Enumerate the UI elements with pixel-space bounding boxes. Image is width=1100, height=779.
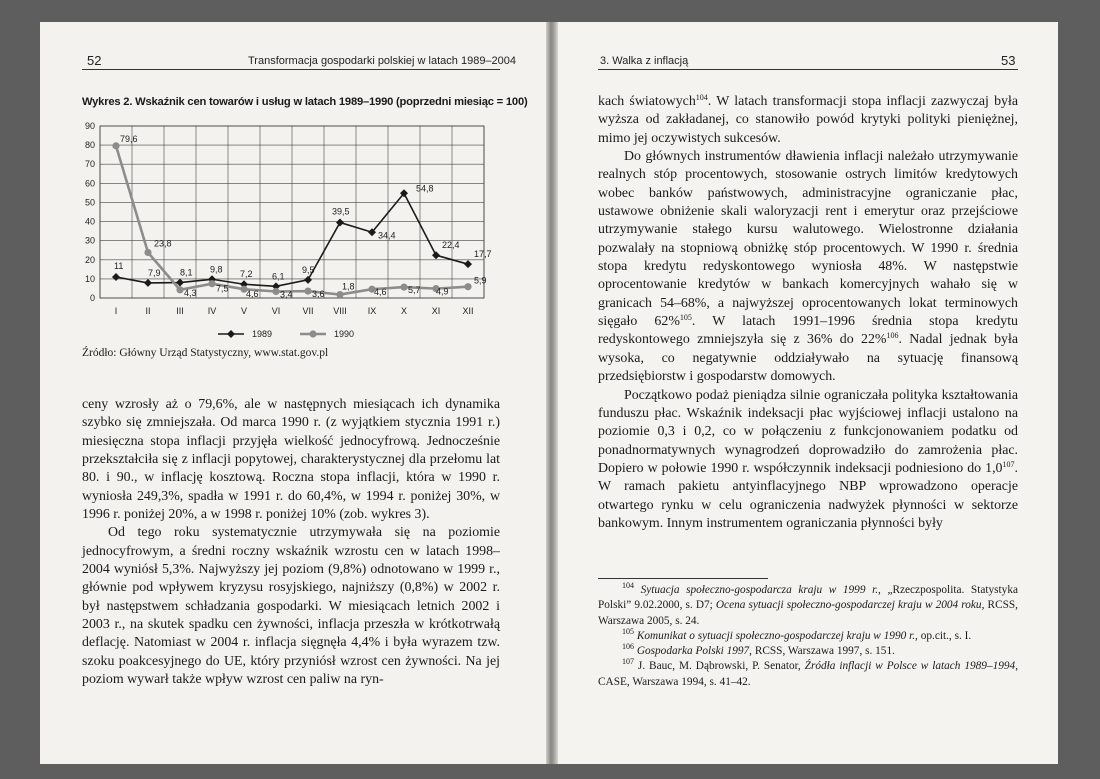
book-gutter	[546, 22, 558, 764]
footnote-104	[598, 583, 1018, 629]
x-tick-label: I	[114, 306, 118, 316]
left-paragraph-1: ceny wzrosły aż o 79,6%, ale w następnych miesiącach ich dynamika szybko się zmniejszała. Od marca 1990 r. (z wyjątkiem stycznia 1991 r.) miesięczna stopa inflacji przyjęła wielkość jednocyfrową. Jednocześnie przekształciła się z inflacji popytowej, charakterystycznej dla przełomu lat 80. i 90., w inflację kosztową. Roczna stopa inflacji, która w 1990 r. wyniosła 249,3%, spadła w 1991 r. do 60,4%, w 1994 r. poniżej 30%, w 1996 r. poniżej 20%, a w 1998 r. poniżej 10% (zob. wykres 3).	[82, 397, 500, 523]
x-tick-label: VIII	[333, 306, 347, 316]
data-label-1989: 8,1	[180, 267, 193, 278]
data-label-1989: 9,5	[302, 264, 315, 275]
y-tick-label: 10	[84, 273, 95, 284]
right-body-text	[598, 93, 1018, 533]
data-label-1989: 17,7	[474, 249, 492, 260]
y-tick-label: 90	[84, 121, 95, 131]
data-point-1990	[272, 288, 279, 295]
footnote-title: Ocena sytuacji społeczno-gospodarczej kraju w 2004 roku	[715, 599, 982, 612]
data-label-1990: 4,9	[436, 286, 449, 297]
footnote-rule	[598, 578, 768, 579]
y-tick-label: 80	[84, 140, 95, 151]
data-label-1990: 79,6	[120, 133, 138, 144]
right-paragraph-2	[598, 148, 1018, 386]
data-point-1989	[432, 251, 440, 259]
y-tick-label: 50	[84, 197, 95, 208]
data-label-1990: 1,8	[342, 281, 355, 292]
data-point-1990	[208, 280, 215, 287]
x-tick-label: VII	[302, 306, 314, 316]
legend-label-1990: 1990	[334, 329, 355, 339]
left-header-rule	[82, 69, 500, 70]
right-page-number: 53	[1001, 53, 1016, 68]
right-header-rule	[598, 69, 1018, 70]
footnote-105	[598, 626, 1018, 644]
legend-marker-1990	[309, 330, 316, 337]
data-point-1990	[112, 142, 119, 149]
p2-text-b: . W latach 1991–1996 średnia stopa kredytu redyskontowego zmniejszyła się z 36% do 22%	[598, 314, 1018, 348]
data-label-1989: 9,8	[210, 264, 223, 275]
data-label-1990: 4,6	[246, 289, 259, 300]
data-point-1989	[112, 273, 120, 281]
legend-label-1989: 1989	[252, 329, 273, 339]
data-label-1990: 4,3	[184, 287, 197, 298]
y-tick-label: 40	[84, 216, 95, 227]
data-point-1990	[336, 291, 343, 298]
x-tick-label: VI	[271, 306, 281, 316]
y-tick-label: 0	[89, 293, 95, 303]
x-tick-label: III	[176, 306, 184, 316]
footnote-number: 104	[622, 581, 634, 590]
left-page-number: 52	[87, 53, 102, 68]
data-point-1990	[464, 283, 471, 290]
data-point-1990	[400, 284, 407, 291]
data-label-1989: 6,1	[272, 271, 285, 282]
data-label-1990: 5,9	[474, 275, 487, 286]
footnote-text: , RCSS, Warszawa 2005, s. 24.	[598, 599, 1018, 627]
x-tick-label: V	[240, 306, 248, 316]
line-chart	[78, 112, 498, 362]
y-tick-label: 30	[84, 235, 95, 246]
p1-text-b: . W latach transformacji stopa inflacji zazwyczaj była wyższa od zakładanej, co stanowiło powód krytyki polityki pieniężnej, mimo jej oczywistych sukcesów.	[598, 94, 1018, 146]
footnotes	[598, 583, 1018, 690]
data-label-1989: 7,2	[240, 269, 253, 280]
y-tick-label: 60	[84, 178, 95, 189]
y-tick-label: 70	[84, 159, 95, 170]
footnote-ref-105[interactable]: 105	[679, 313, 692, 323]
footnote-number: 105	[622, 626, 634, 636]
footnote-ref-104[interactable]: 104	[695, 93, 708, 102]
footnote-text: , RCSS, Warszawa 1997, s. 151.	[749, 645, 895, 658]
footnote-text: , „Rzeczpospolita. Statystyka Polski” 9.02.2000, s. D7;	[598, 584, 1018, 612]
x-tick-label: XI	[431, 306, 441, 316]
data-point-1989	[464, 260, 472, 268]
data-label-1989: 54,8	[416, 183, 434, 194]
footnote-107	[598, 659, 1018, 690]
data-label-1989: 34,4	[378, 230, 396, 241]
right-paragraph-3	[598, 387, 1018, 534]
footnote-text: J. Bauc, M. Dąbrowski, P. Senator,	[637, 660, 805, 673]
p2-text-c: . Nadal jednak była wysoka, co negatywnie oddziaływało na sytuację finansową przedsiębiorstw i gospodarstw domowych.	[598, 332, 1018, 385]
x-tick-label: IX	[367, 306, 377, 316]
p3-text-a: Początkowo podaż pieniądza silnie ograniczała polityka kształtowania funduszu płac. Wskaźnik indeksacji płac wyjściowej inflacji ustalono na poziomie 0,3 i 0,2, co w połączeniu z funkcjonowaniem podatku od ponadnormatywnych wynagrodzeń doprowadziło do zamrożenia płac. Dopiero w połowie 1990 r. współczynnik indeksacji podniesiono do 1,0	[598, 387, 1018, 476]
x-tick-label: IV	[207, 306, 217, 316]
data-label-1989: 22,4	[442, 240, 460, 251]
right-paragraph-1	[598, 93, 1018, 148]
x-tick-label: II	[145, 306, 151, 316]
p2-text-a: Do głównych instrumentów dławienia inflacji należało utrzymywanie realnych stóp procentowych, stosowanie ostrych limitów kredytowych wobec banków państwowych, administracyjne ograniczanie płac, ustawowe obniżenie skali waloryzacji rent i emerytur oraz przejściowe utrzymywanie stałego kursu walutowego. Wielostronne działania pozwalały na stopniową obniżkę stóp procentowych. W 1990 r. średnia stopa kredytu redyskontowego wyniosła 48%. W następstwie oprocentowanie kredytów w bankach komercyjnych wahało się w granicach 54–68%, a najwyższej oprocentowanych lokat terminowych sięgało 62%	[598, 149, 1018, 330]
data-label-1990: 5,7	[408, 285, 421, 296]
data-label-1989: 7,9	[148, 267, 161, 278]
data-label-1990: 3,6	[312, 289, 325, 300]
data-label-1989: 39,5	[332, 206, 350, 217]
right-running-header: 3. Walka z inflacją	[600, 55, 689, 67]
p3-text-b: . W ramach pakietu antyinflacyjnego NBP wprowadzono operacje otwartego rynku w celu ograniczenia nadwyżek płynności w sektorze bankowym. Innym instrumentem ograniczania płynności były	[598, 460, 1018, 531]
footnote-text: , CASE, Warszawa 1994, s. 41–42.	[598, 660, 1019, 688]
footnote-title: Komunikat o sytuacji społeczno-gospodarczej kraju w 1990 r.	[636, 629, 916, 642]
footnote-number: 107	[622, 657, 634, 667]
data-label-1990: 7,5	[216, 283, 229, 294]
data-label-1990: 3,4	[280, 289, 293, 300]
data-point-1989	[144, 279, 152, 287]
data-label-1989: 11	[114, 260, 124, 271]
data-point-1990	[144, 249, 151, 256]
footnote-title: Gospodarka Polski 1997	[636, 645, 750, 658]
data-point-1990	[176, 286, 183, 293]
x-tick-label: X	[400, 306, 408, 316]
data-point-1989	[304, 276, 312, 284]
left-body-text	[82, 396, 500, 690]
data-point-1990	[304, 288, 311, 295]
p1-text-a: kach światowych	[598, 94, 696, 109]
y-tick-label: 20	[84, 254, 95, 265]
chart-source: Źródło: Główny Urząd Statystyczny, www.stat.gov.pl	[82, 347, 329, 359]
chart-title: Wykres 2. Wskaźnik cen towarów i usług w latach 1989–1990 (poprzedni miesiąc = 100)	[82, 96, 528, 108]
left-paragraph-2: Od tego roku systematycznie utrzymywała się na poziomie jednocyfrowym, a średni roczny wskaźnik wzrostu cen w latach 1998–2004 wyniósł 5,3%. Najwyższy jej poziom (9,8%) odnotowano w 1999 r., głównie pod wpływem kryzysu rosyjskiego, najniższy (0,8%) w 2002 r. był następstwem schładzania gospodarki. W miesiącach letnich 2002 i 2003 r., na skutek spadku cen żywności, inflacja przeszła w krótkotrwałą deflację. Natomiast w 2004 r. inflacja sięgnęła 4,4% i była wyrazem tzw. szoku poakcesyjnego do UE, który przyniósł wzrost cen żywności. Na jej poziom wywarł także wpływ wzrost cen paliw na ryn-	[82, 525, 500, 688]
legend-marker-1989	[227, 330, 235, 338]
data-label-1990: 23,8	[154, 238, 172, 249]
footnote-title: Sytuacja społeczno-gospodarcza kraju w 1999 r.	[640, 584, 879, 596]
footnote-text: , op.cit., s. I.	[915, 629, 972, 642]
data-label-1990: 4,6	[374, 287, 387, 298]
left-running-header: Transformacja gospodarki polskiej w latach 1989–2004	[248, 55, 517, 67]
footnote-title: Źródła inflacji w Polsce w latach 1989–1994	[804, 660, 1016, 673]
footnote-number: 106	[622, 642, 634, 652]
footnote-106	[598, 644, 1018, 659]
x-tick-label: XII	[462, 306, 474, 316]
footnote-ref-106[interactable]: 106	[886, 331, 899, 341]
footnote-ref-107[interactable]: 107	[1002, 459, 1015, 469]
data-point-1989	[336, 219, 344, 227]
